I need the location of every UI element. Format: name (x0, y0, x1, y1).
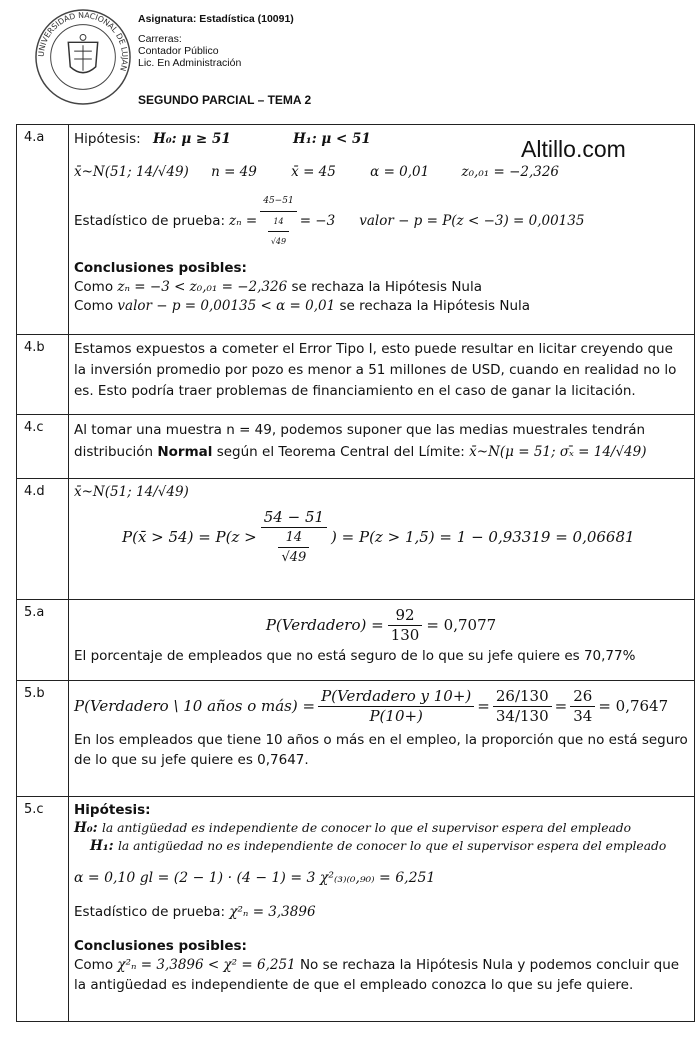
header-info (138, 13, 294, 69)
row-4c-text-a: Al tomar una muestra n = 49, podemos suponer que las medias muestrales tendrán distribución (74, 422, 646, 460)
row-number: 5.a (17, 600, 69, 681)
row-4c-normal: Normal (157, 444, 213, 460)
row-5b: 5.b P(Verdadero \ 10 años o más) = $\frac{\text{P(Verdadero y 10+)}}{P(10+)}$ = $\frac{26/130}{34/130}$ = $\frac{26}{34}$ = 0,7647 En los empleados que tiene 10 años o más en el empleo, la proporción que no está seguro de lo que su jefe quiere es 0,7647. (17, 681, 695, 797)
prob-rhs: ) = P(z > 1,5) = 1 − 0,93319 = 0,06681 (331, 528, 635, 546)
conclusion-2: Como valor − p = 0,00135 < α = 0,01 se rechaza la Hipótesis Nula (74, 298, 531, 314)
sample-size: n = 49 (211, 164, 257, 180)
distribution-formula: x̄~N(51; 14/√49) (74, 164, 189, 180)
row-5a-text: El porcentaje de empleados que no está seguro de lo que su jefe quiere es 70,77% (74, 648, 636, 664)
test-statistic-label: Estadístico de prueba: (74, 213, 226, 229)
svg-text:UNIVERSIDAD NACIONAL DE LUJAN: UNIVERSIDAD NACIONAL DE LUJAN (36, 10, 130, 73)
row-number: 4.a (17, 125, 69, 335)
zn-rhs: = −3 (299, 213, 336, 229)
p-true-lhs: P(Verdadero) = (265, 616, 384, 634)
cond-prob-lhs: P(Verdadero \ 10 años o más) = (74, 697, 316, 715)
row-5c (17, 797, 695, 1022)
prob-lhs: P(x̄ > 54) = P(z > (122, 528, 257, 546)
hypothesis-label: Hipótesis: (74, 131, 141, 147)
sample-mean: x̄ = 45 (291, 164, 336, 180)
distribution-formula: x̄~N(51; 14/√49) (74, 484, 189, 500)
document-header (0, 0, 700, 122)
asignatura: Asignatura: Estadística (10091) (138, 13, 294, 25)
h0-formula: H₀: μ ≥ 51 (153, 131, 231, 147)
row-4b-text: Estamos expuestos a cometer el Error Tipo I, esto puede resultar en licitar creyendo que la inversión promedio por pozo es menor a 51 millones de USD, cuando en realidad no lo es. Esto podría traer problemas de financiamiento en el caso de ganar la licitación. (69, 335, 695, 415)
university-seal-icon (34, 8, 132, 106)
h1-formula: H₁: μ < 51 (293, 131, 371, 147)
cond-prob-rhs: = 0,7647 (598, 697, 669, 715)
cond-prob-fraction-1: $\frac{\text{P(Verdadero y 10+)}}{P(10+)}$ (318, 687, 474, 726)
row-number: 4.b (17, 335, 69, 415)
z-critical: z₀,₀₁ = −2,326 (461, 164, 560, 180)
row-5a (17, 600, 695, 681)
test-params: α = 0,10 gl = (2 − 1) · (4 − 1) = 3 χ²₍₃₎₍₀,₉₀₎ = 6,251 (74, 870, 436, 886)
alpha-value: α = 0,01 (370, 164, 430, 180)
carreras-label: Carreras: (138, 33, 182, 45)
answers-table (16, 124, 695, 1022)
watermark-text: Altillo.com (521, 136, 626, 162)
row-4c (17, 415, 695, 479)
row-number: 5.b (17, 681, 69, 797)
zn-lhs: zₙ = (229, 213, 258, 229)
p-value: valor − p = P(z < −3) = 0,00135 (359, 213, 585, 229)
row-5b-text: En los empleados que tiene 10 años o más en el empleo, la proporción que no está seguro de lo que su jefe quiere es 0,7647. (74, 732, 688, 768)
conclusion-text: Como χ²ₙ = 3,3896 < χ² = 6,251 No se rechaza la Hipótesis Nula y podemos concluir que la antigüedad es independiente de que el empleado conozca lo que su jefe quiere. (74, 957, 680, 993)
row-4b (17, 335, 695, 415)
row-number: 5.c (17, 797, 69, 1022)
h1-statement: H₁: la antigüedad no es independiente de conocer lo que el supervisor espera del empleado (90, 838, 667, 854)
row-4c-formula: x̄~N(μ = 51; σₓ̄ = 14/√49) (469, 444, 647, 460)
row-4d (17, 479, 695, 600)
p-true-rhs: = 0,7077 (426, 616, 497, 634)
h0-statement: H₀: la antigüedad es independiente de conocer lo que el supervisor espera del empleado (74, 820, 632, 836)
hypothesis-label: Hipótesis: (74, 802, 151, 818)
zn-fraction: $\frac{45-51}{\frac{14}{√49}}$ (260, 192, 296, 251)
carrera-1: Contador Público (138, 45, 219, 57)
test-statistic: Estadístico de prueba: χ²ₙ = 3,3896 (74, 904, 316, 920)
exam-title: SEGUNDO PARCIAL – TEMA 2 (138, 93, 312, 107)
cond-prob-fraction-3: $\frac{26}{34}$ (570, 687, 595, 726)
p-true-fraction: $\frac{92}{130}$ (388, 606, 423, 645)
cond-prob-fraction-2: $\frac{26/130}{34/130}$ (493, 687, 552, 726)
row-number: 4.d (17, 479, 69, 600)
row-number: 4.c (17, 415, 69, 479)
conclusions-label: Conclusiones posibles: (74, 260, 247, 276)
row-4c-text-b: según el Teorema Central del Límite: (216, 444, 465, 460)
conclusion-1: Como zₙ = −3 < z₀,₀₁ = −2,326 se rechaza la Hipótesis Nula (74, 279, 482, 295)
conclusions-label: Conclusiones posibles: (74, 938, 247, 954)
carrera-2: Lic. En Administración (138, 57, 242, 69)
prob-fraction: $\frac{54 - 51}{\frac{14}{√49}}$ (261, 508, 327, 567)
